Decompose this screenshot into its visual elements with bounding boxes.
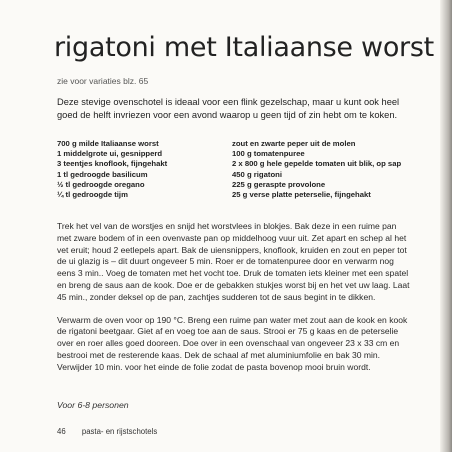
ingredient-item: 1 middelgrote ui, gesnipperd (57, 149, 163, 159)
ingredient-item: 450 g rigatoni (232, 169, 282, 179)
recipe-title: rigatoni met Italiaanse worst (54, 32, 434, 63)
book-spine-shadow (440, 0, 452, 452)
ingredient-item: 225 g geraspte provolone (232, 179, 326, 189)
recipe-intro: Deze stevige ovenschotel is ideaal voor een flink gezelschap, maar u kunt ook heel goed de helft invriezen voor een avond waarop u geen tijd of zin hebt om te koken. (57, 97, 400, 120)
ingredient-column-left (57, 139, 232, 200)
ingredient-item: 1 tl gedroogde basilicum (57, 169, 148, 179)
ingredient-item: 2 x 800 g hele gepelde tomaten uit blik, op sap (232, 159, 402, 169)
ingredient-item: 100 g tomatenpuree (232, 149, 305, 159)
servings-note: Voor 6-8 personen (57, 400, 129, 410)
ingredient-item: ¼ tl gedroogde tijm (57, 190, 128, 200)
ingredient-item: 3 teentjes knoflook, fijngehakt (57, 159, 168, 169)
page-footer (57, 427, 157, 436)
page-number: 46 (57, 427, 66, 436)
ingredient-column-right (232, 139, 417, 200)
method-section (57, 221, 412, 385)
ingredient-item: 25 g verse platte peterselie, fijngehakt (232, 190, 371, 200)
ingredient-item: zout en zwarte peper uit de molen (232, 139, 356, 148)
ingredient-item: 700 g milde Italiaanse worst (57, 139, 159, 148)
ingredient-list (57, 139, 417, 200)
ingredient-item: ½ tl gedroogde oregano (57, 179, 145, 189)
variations-note: zie voor variaties blz. 65 (57, 76, 149, 86)
method-paragraph: Verwarm de oven voor op 190 °C. Breng een ruime pan water met zout aan de kook en kook de rigatoni beetgaar. Giet af en voeg toe aan de saus. Strooi er 75 g kaas en de peterselie over en roer alles goed dooreen. Doe over in een ovenschaal van ongeveer 23 x 33 cm en bestrooi met de resterende kaas. Dek de schaal af met aluminiumfolie en bak 30 min. Verwijder 10 min. voor het einde de folie zodat de pasta bovenop mooi bruin wordt. (57, 314, 408, 372)
method-paragraph: Trek het vel van de worstjes en snijd het worstvlees in blokjes. Bak deze in een ruime pan met zware bodem of in een ovenvaste pan op middelhoog vuur uit. Zet apart en schep al het vet eruit; houd 2 eetlepels apart. Bak de uiensnippers, knoflook, kruiden en zout en peper tot de ui glazig is – dit duurt ongeveer 5 min. Roer er de tomatenpuree door en verwarm nog eens 3 min.. Voeg de tomaten met het vocht toe. Druk de tomaten iets kleiner met een spatel en breng de saus aan de kook. Doe er de gebakken stukjes worst bij en het vet uw laag. Laat 45 min., zonder deksel op de pan, zachtjes sudderen tot de saus begint in te dikken. (57, 221, 410, 302)
section-name: pasta- en rijstschotels (81, 427, 158, 436)
